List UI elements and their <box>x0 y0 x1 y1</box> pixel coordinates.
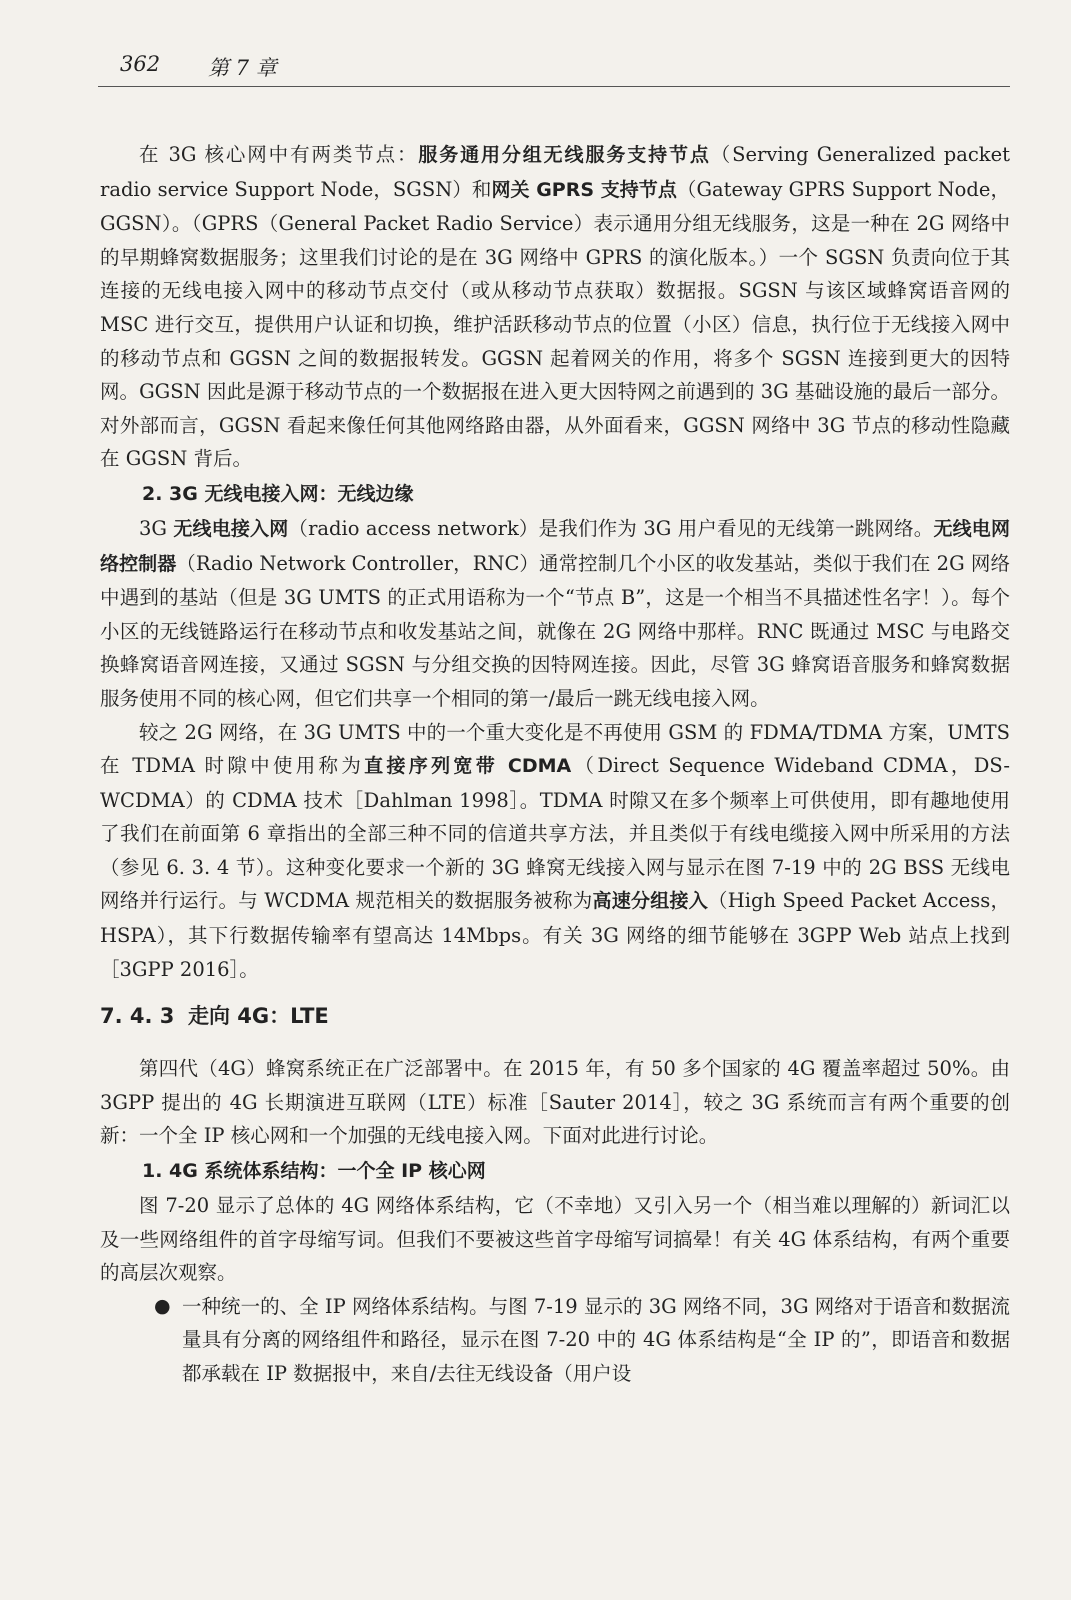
text-run: （Gateway GPRS Support Node，GGSN）。（GPRS（General Packet Radio Service）表示通用分组无线服务，这是一种在 2G 网络中的早期蜂窝数据服务；这里我们讨论的是在 3G 网络中 GPRS 的演化版本。）一个 SGSN 负责向位于其连接的无线电接入网中的移动节点交付（或从移动节点获取）数据报。SGSN 与该区域蜂窝语音网的 MSC 进行交互，提供用户认证和切换，维护活跃移动节点的位置（小区）信息，执行位于无线接入网中的移动节点和 GGSN 之间的数据报转发。GGSN 起着网关的作用，将多个 SGSN 连接到更大的因特网。GGSN 因此是源于移动节点的一个数据报在进入更大因特网之前遇到的 3G 基础设施的最后一部分。对外部而言，GGSN 看起来像任何其他网络路由器，从外面看来，GGSN 网络中 3G 节点的移动性隐藏在 GGSN 背后。 <box>100 177 1010 471</box>
text-run: （radio access network）是我们作为 3G 用户看见的无线第一跳网络。 <box>288 516 934 540</box>
subheading-3g-ran: 2. 3G 无线电接入网：无线边缘 <box>142 482 414 505</box>
paragraph-sgsn-ggsn <box>100 138 1010 476</box>
term-rnc: 无线电网络控制器 <box>100 517 1010 575</box>
header-rule <box>98 86 1010 87</box>
paragraph-umts-cdma <box>100 716 1010 987</box>
term-ran: 无线电接入网 <box>173 517 289 540</box>
section-number: 7. 4. 3 <box>100 1004 175 1029</box>
text-run: 3G <box>139 516 174 540</box>
bullet-item <box>100 1290 1010 1391</box>
page-number: 362 <box>120 52 161 76</box>
term-sgsn: 服务通用分组无线服务支持节点 <box>418 144 711 166</box>
paragraph-3g-ran <box>100 512 1010 716</box>
paragraph-4g-architecture: 图 7-20 显示了总体的 4G 网络体系结构，它（不幸地）又引入另一个（相当难以理解的）新词汇以及一些网络组件的首字母缩写词。但我们不要被这些首字母缩写词搞晕！有关 4G 体系结构，有两个重要的高层次观察。 <box>100 1194 1010 1285</box>
text-run: （Direct Sequence Wideband CDMA，DS-WCDMA）的 CDMA 技术［Dahlman 1998］。TDMA 时隙又在多个频率上可供使用，即有趣地使用了我们在前面第 6 章指出的全部三种不同的信道共享方法，并且类似于有线电缆接入网中所采用的方法（参见 6. 3. 4 节）。这种变化要求一个新的 3G 蜂窝无线接入网与显示在图 7-19 中的 2G BSS 无线电网络并行运行。与 WCDMA 规范相关的数据服务被称为 <box>100 754 1010 913</box>
term-ggsn: 网关 GPRS 支持节点 <box>491 178 677 201</box>
bullet-dot-icon: ● <box>154 1294 171 1317</box>
paragraph-4g-intro: 第四代（4G）蜂窝系统正在广泛部署中。在 2015 年，有 50 多个国家的 4G 覆盖率超过 50%。由 3GPP 提出的 4G 长期演进互联网（LTE）标准［Sauter 2014］，较之 3G 系统而言有两个重要的创新：一个全 IP 核心网和一个加强的无线电接入网。下面对此进行讨论。 <box>100 1057 1010 1148</box>
text-run: 较之 2G 网络，在 3G UMTS 中的一个重大变化是不再使用 GSM 的 FDMA/TDMA 方案，UMTS 在 TDMA 时隙中使用称为 <box>100 720 1010 778</box>
section-title: 走向 4G：LTE <box>188 1004 329 1029</box>
term-hspa: 高速分组接入 <box>592 890 709 913</box>
text-run: （Radio Network Controller，RNC）通常控制几个小区的收发基站，类似于我们在 2G 网络中遇到的基站（但是 3G UMTS 的正式用语称为一个“节点 B”，这是一个相当不具描述性名字！）。每个小区的无线链路运行在移动节点和收发基站之间，就像在 2G 网络中那样。RNC 既通过 MSC 与电路交换蜂窝语音网连接，又通过 SGSN 与分组交换的因特网连接。因此，尽管 3G 蜂窝语音服务和蜂窝数据服务使用不同的核心网，但它们共享一个相同的第一/最后一跳无线电接入网。 <box>100 551 1010 710</box>
text-run: 在 3G 核心网中有两类节点： <box>139 143 419 166</box>
section-heading-7-4-3 <box>100 994 1010 1038</box>
term-ds-wcdma: 直接序列宽带 CDMA <box>364 755 572 778</box>
bullet-text: 一种统一的、全 IP 网络体系结构。与图 7-19 显示的 3G 网络不同，3G 网络对于语音和数据流量具有分离的网络组件和路径，显示在图 7-20 中的 4G 体系结构是“全 IP 的”，即语音和数据都承载在 IP 数据报中，来自/去往无线设备（用户设 <box>182 1294 1010 1385</box>
subheading-4g-architecture: 1. 4G 系统体系结构：一个全 IP 核心网 <box>142 1160 486 1183</box>
chapter-label: 第 7 章 <box>208 56 277 80</box>
page-body <box>100 138 1010 1391</box>
text-run: （High Speed Packet Access，HSPA），其下行数据传输率有望高达 14Mbps。有关 3G 网络的细节能够在 3GPP Web 站点上找到［3GPP 2016］。 <box>100 889 1011 981</box>
text-run: （Serving Generalized packet radio service Support Node，SGSN）和 <box>100 143 1010 201</box>
